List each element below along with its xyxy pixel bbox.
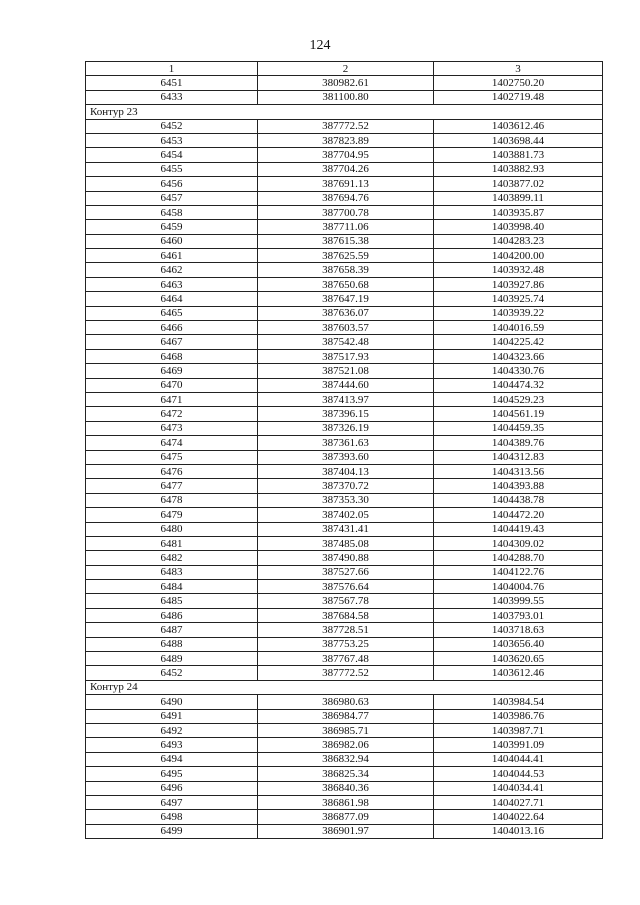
y-coordinate-cell: 1404561.19	[434, 407, 603, 421]
table-row	[86, 637, 603, 651]
section-row	[86, 680, 603, 694]
table-row	[86, 738, 603, 752]
point-number-cell: 6463	[86, 277, 258, 291]
point-number-cell: 6497	[86, 795, 258, 809]
column-header-2: 2	[258, 62, 434, 76]
point-number-cell: 6491	[86, 709, 258, 723]
x-coordinate-cell: 387521.08	[258, 364, 434, 378]
table-row	[86, 177, 603, 191]
y-coordinate-cell: 1403882.93	[434, 162, 603, 176]
y-coordinate-cell: 1403986.76	[434, 709, 603, 723]
table-row	[86, 220, 603, 234]
point-number-cell: 6454	[86, 148, 258, 162]
y-coordinate-cell: 1404283.23	[434, 234, 603, 248]
table-row	[86, 695, 603, 709]
y-coordinate-cell: 1403999.55	[434, 594, 603, 608]
y-coordinate-cell: 1404225.42	[434, 335, 603, 349]
table-row	[86, 824, 603, 838]
x-coordinate-cell: 387603.57	[258, 321, 434, 335]
table-row	[86, 263, 603, 277]
table-row	[86, 306, 603, 320]
point-number-cell: 6461	[86, 249, 258, 263]
section-row	[86, 105, 603, 119]
y-coordinate-cell: 1404312.83	[434, 450, 603, 464]
y-coordinate-cell: 1404122.76	[434, 565, 603, 579]
y-coordinate-cell: 1403612.46	[434, 119, 603, 133]
coordinates-table	[85, 61, 603, 839]
x-coordinate-cell: 387485.08	[258, 536, 434, 550]
y-coordinate-cell: 1403698.44	[434, 133, 603, 147]
point-number-cell: 6468	[86, 349, 258, 363]
table-row	[86, 594, 603, 608]
table-row	[86, 551, 603, 565]
x-coordinate-cell: 387711.06	[258, 220, 434, 234]
y-coordinate-cell: 1404034.41	[434, 781, 603, 795]
table-row	[86, 493, 603, 507]
point-number-cell: 6480	[86, 522, 258, 536]
x-coordinate-cell: 387772.52	[258, 119, 434, 133]
y-coordinate-cell: 1403925.74	[434, 292, 603, 306]
y-coordinate-cell: 1403984.54	[434, 695, 603, 709]
point-number-cell: 6490	[86, 695, 258, 709]
x-coordinate-cell: 386832.94	[258, 752, 434, 766]
point-number-cell: 6496	[86, 781, 258, 795]
point-number-cell: 6494	[86, 752, 258, 766]
y-coordinate-cell: 1403987.71	[434, 723, 603, 737]
point-number-cell: 6486	[86, 608, 258, 622]
point-number-cell: 6483	[86, 565, 258, 579]
table-row	[86, 292, 603, 306]
point-number-cell: 6479	[86, 508, 258, 522]
x-coordinate-cell: 386985.71	[258, 723, 434, 737]
x-coordinate-cell: 386982.06	[258, 738, 434, 752]
y-coordinate-cell: 1403877.02	[434, 177, 603, 191]
table-row	[86, 608, 603, 622]
y-coordinate-cell: 1403935.87	[434, 205, 603, 219]
y-coordinate-cell: 1403927.86	[434, 277, 603, 291]
y-coordinate-cell: 1404459.35	[434, 421, 603, 435]
table-row	[86, 508, 603, 522]
point-number-cell: 6489	[86, 652, 258, 666]
table-row	[86, 810, 603, 824]
point-number-cell: 6469	[86, 364, 258, 378]
x-coordinate-cell: 387576.64	[258, 580, 434, 594]
point-number-cell: 6495	[86, 767, 258, 781]
table-row	[86, 623, 603, 637]
point-number-cell: 6462	[86, 263, 258, 277]
y-coordinate-cell: 1404419.43	[434, 522, 603, 536]
point-number-cell: 6485	[86, 594, 258, 608]
y-coordinate-cell: 1404330.76	[434, 364, 603, 378]
point-number-cell: 6482	[86, 551, 258, 565]
table-row	[86, 723, 603, 737]
y-coordinate-cell: 1403939.22	[434, 306, 603, 320]
y-coordinate-cell: 1404004.76	[434, 580, 603, 594]
x-coordinate-cell: 387767.48	[258, 652, 434, 666]
table-row	[86, 76, 603, 90]
x-coordinate-cell: 387404.13	[258, 464, 434, 478]
y-coordinate-cell: 1403932.48	[434, 263, 603, 277]
point-number-cell: 6452	[86, 119, 258, 133]
x-coordinate-cell: 387490.88	[258, 551, 434, 565]
y-coordinate-cell: 1404013.16	[434, 824, 603, 838]
point-number-cell: 6492	[86, 723, 258, 737]
table-row	[86, 580, 603, 594]
point-number-cell: 6475	[86, 450, 258, 464]
x-coordinate-cell: 387413.97	[258, 392, 434, 406]
point-number-cell: 6453	[86, 133, 258, 147]
x-coordinate-cell: 387753.25	[258, 637, 434, 651]
table-row	[86, 479, 603, 493]
y-coordinate-cell: 1404389.76	[434, 436, 603, 450]
point-number-cell: 6451	[86, 76, 258, 90]
y-coordinate-cell: 1402719.48	[434, 90, 603, 104]
x-coordinate-cell: 387361.63	[258, 436, 434, 450]
table-header-row	[86, 62, 603, 76]
section-label: Контур 23	[86, 105, 603, 119]
point-number-cell: 6452	[86, 666, 258, 680]
y-coordinate-cell: 1404438.78	[434, 493, 603, 507]
point-number-cell: 6471	[86, 392, 258, 406]
table-row	[86, 335, 603, 349]
table-row	[86, 795, 603, 809]
y-coordinate-cell: 1404529.23	[434, 392, 603, 406]
point-number-cell: 6476	[86, 464, 258, 478]
point-number-cell: 6459	[86, 220, 258, 234]
point-number-cell: 6470	[86, 378, 258, 392]
x-coordinate-cell: 387625.59	[258, 249, 434, 263]
x-coordinate-cell: 387694.76	[258, 191, 434, 205]
y-coordinate-cell: 1402750.20	[434, 76, 603, 90]
x-coordinate-cell: 387393.60	[258, 450, 434, 464]
x-coordinate-cell: 386825.34	[258, 767, 434, 781]
x-coordinate-cell: 386980.63	[258, 695, 434, 709]
y-coordinate-cell: 1404016.59	[434, 321, 603, 335]
y-coordinate-cell: 1403612.46	[434, 666, 603, 680]
x-coordinate-cell: 387326.19	[258, 421, 434, 435]
x-coordinate-cell: 387396.15	[258, 407, 434, 421]
table-row	[86, 234, 603, 248]
x-coordinate-cell: 387704.95	[258, 148, 434, 162]
point-number-cell: 6473	[86, 421, 258, 435]
point-number-cell: 6464	[86, 292, 258, 306]
x-coordinate-cell: 387517.93	[258, 349, 434, 363]
table-row	[86, 191, 603, 205]
table-row	[86, 436, 603, 450]
table-row	[86, 421, 603, 435]
x-coordinate-cell: 387728.51	[258, 623, 434, 637]
x-coordinate-cell: 387567.78	[258, 594, 434, 608]
table-row	[86, 90, 603, 104]
y-coordinate-cell: 1403881.73	[434, 148, 603, 162]
table-row	[86, 349, 603, 363]
y-coordinate-cell: 1403718.63	[434, 623, 603, 637]
table-row	[86, 407, 603, 421]
y-coordinate-cell: 1404022.64	[434, 810, 603, 824]
y-coordinate-cell: 1404200.00	[434, 249, 603, 263]
point-number-cell: 6484	[86, 580, 258, 594]
x-coordinate-cell: 387691.13	[258, 177, 434, 191]
y-coordinate-cell: 1403656.40	[434, 637, 603, 651]
x-coordinate-cell: 387542.48	[258, 335, 434, 349]
table-row	[86, 133, 603, 147]
y-coordinate-cell: 1404044.41	[434, 752, 603, 766]
y-coordinate-cell: 1404472.20	[434, 508, 603, 522]
table-row	[86, 709, 603, 723]
point-number-cell: 6487	[86, 623, 258, 637]
table-row	[86, 392, 603, 406]
x-coordinate-cell: 387650.68	[258, 277, 434, 291]
point-number-cell: 6498	[86, 810, 258, 824]
table-row	[86, 464, 603, 478]
x-coordinate-cell: 386840.36	[258, 781, 434, 795]
x-coordinate-cell: 387353.30	[258, 493, 434, 507]
x-coordinate-cell: 387700.78	[258, 205, 434, 219]
point-number-cell: 6488	[86, 637, 258, 651]
y-coordinate-cell: 1404309.02	[434, 536, 603, 550]
table-row	[86, 321, 603, 335]
column-header-3: 3	[434, 62, 603, 76]
x-coordinate-cell: 387772.52	[258, 666, 434, 680]
y-coordinate-cell: 1404393.88	[434, 479, 603, 493]
section-label: Контур 24	[86, 680, 603, 694]
x-coordinate-cell: 386877.09	[258, 810, 434, 824]
table-row	[86, 666, 603, 680]
y-coordinate-cell: 1403620.65	[434, 652, 603, 666]
point-number-cell: 6457	[86, 191, 258, 205]
x-coordinate-cell: 386984.77	[258, 709, 434, 723]
point-number-cell: 6458	[86, 205, 258, 219]
page-number: 124	[309, 38, 331, 53]
x-coordinate-cell: 387402.05	[258, 508, 434, 522]
x-coordinate-cell: 387444.60	[258, 378, 434, 392]
x-coordinate-cell: 387527.66	[258, 565, 434, 579]
y-coordinate-cell: 1404474.32	[434, 378, 603, 392]
x-coordinate-cell: 387704.26	[258, 162, 434, 176]
y-coordinate-cell: 1403899.11	[434, 191, 603, 205]
point-number-cell: 6472	[86, 407, 258, 421]
x-coordinate-cell: 387636.07	[258, 306, 434, 320]
point-number-cell: 6465	[86, 306, 258, 320]
x-coordinate-cell: 386901.97	[258, 824, 434, 838]
x-coordinate-cell: 386861.98	[258, 795, 434, 809]
point-number-cell: 6474	[86, 436, 258, 450]
point-number-cell: 6466	[86, 321, 258, 335]
y-coordinate-cell: 1404027.71	[434, 795, 603, 809]
point-number-cell: 6499	[86, 824, 258, 838]
table-body	[86, 76, 603, 839]
point-number-cell: 6478	[86, 493, 258, 507]
x-coordinate-cell: 387684.58	[258, 608, 434, 622]
point-number-cell: 6460	[86, 234, 258, 248]
point-number-cell: 6456	[86, 177, 258, 191]
y-coordinate-cell: 1403991.09	[434, 738, 603, 752]
table-row	[86, 249, 603, 263]
table-row	[86, 752, 603, 766]
table-row	[86, 364, 603, 378]
y-coordinate-cell: 1404044.53	[434, 767, 603, 781]
y-coordinate-cell: 1404313.56	[434, 464, 603, 478]
column-header-1: 1	[86, 62, 258, 76]
point-number-cell: 6467	[86, 335, 258, 349]
y-coordinate-cell: 1403998.40	[434, 220, 603, 234]
x-coordinate-cell: 387647.19	[258, 292, 434, 306]
table-row	[86, 536, 603, 550]
table-row	[86, 277, 603, 291]
y-coordinate-cell: 1404288.70	[434, 551, 603, 565]
point-number-cell: 6455	[86, 162, 258, 176]
x-coordinate-cell: 387431.41	[258, 522, 434, 536]
point-number-cell: 6477	[86, 479, 258, 493]
x-coordinate-cell: 387658.39	[258, 263, 434, 277]
x-coordinate-cell: 380982.61	[258, 76, 434, 90]
table-row	[86, 378, 603, 392]
x-coordinate-cell: 387370.72	[258, 479, 434, 493]
point-number-cell: 6481	[86, 536, 258, 550]
x-coordinate-cell: 387615.38	[258, 234, 434, 248]
table-row	[86, 522, 603, 536]
table-row	[86, 565, 603, 579]
table-row	[86, 205, 603, 219]
table-row	[86, 767, 603, 781]
table-row	[86, 652, 603, 666]
y-coordinate-cell: 1403793.01	[434, 608, 603, 622]
table-row	[86, 162, 603, 176]
y-coordinate-cell: 1404323.66	[434, 349, 603, 363]
x-coordinate-cell: 387823.89	[258, 133, 434, 147]
x-coordinate-cell: 381100.80	[258, 90, 434, 104]
table-row	[86, 148, 603, 162]
point-number-cell: 6433	[86, 90, 258, 104]
table-row	[86, 450, 603, 464]
point-number-cell: 6493	[86, 738, 258, 752]
table-row	[86, 781, 603, 795]
table-row	[86, 119, 603, 133]
